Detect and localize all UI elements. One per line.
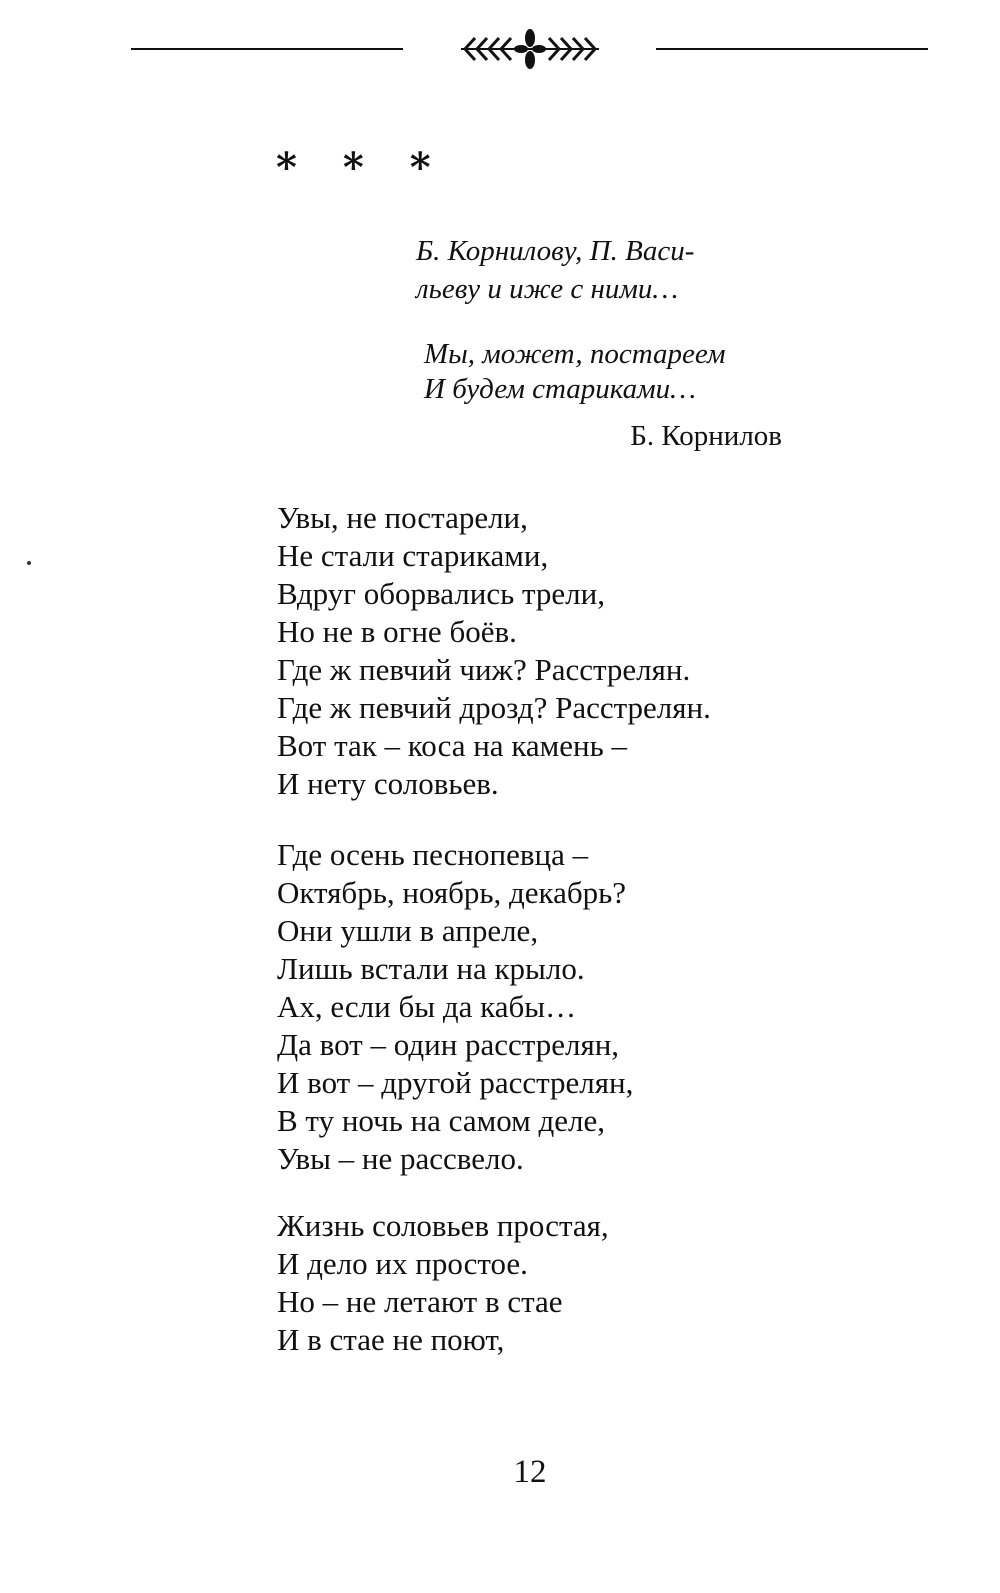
poem-line: И нету соловьев.	[277, 766, 499, 801]
poem-line: Лишь встали на крыло.	[277, 951, 585, 986]
epigraph	[424, 337, 784, 407]
section-marker: * * *	[276, 144, 447, 191]
poem-line: Октябрь, ноябрь, декабрь?	[277, 875, 627, 910]
header-rule-right	[656, 48, 928, 50]
poem-stanza	[277, 499, 711, 803]
poem-line: Где ж певчий чиж? Расстрелян.	[277, 652, 691, 687]
poem-stanza	[277, 1207, 609, 1359]
print-speck	[27, 561, 31, 565]
poem-line: Ах, если бы да кабы…	[277, 989, 577, 1024]
poem-line: Да вот – один расстрелян,	[277, 1027, 620, 1062]
poem-line: Но не в огне боёв.	[277, 614, 517, 649]
dedication	[416, 232, 786, 308]
poem-line: Увы, не постарели,	[277, 500, 528, 535]
poem-line: Вдруг оборвались трели,	[277, 576, 605, 611]
epigraph-line: И будем стариками…	[424, 373, 696, 405]
poem-line: И в стае не поют,	[277, 1322, 505, 1357]
poem-line: Вот так – коса на камень –	[277, 728, 628, 763]
poem-line: И вот – другой расстрелян,	[277, 1065, 634, 1100]
epigraph-author: Б. Корнилов	[630, 420, 782, 452]
poem-line: Но – не летают в стае	[277, 1284, 563, 1319]
poem-line: В ту ночь на самом деле,	[277, 1103, 605, 1138]
epigraph-line: Мы, может, постареем	[424, 338, 726, 370]
page-number: 12	[513, 1454, 547, 1490]
dedication-line: льеву и иже с ними…	[416, 273, 679, 305]
dedication-line: Б. Корнилову, П. Васи-	[416, 235, 695, 267]
poem-line: Не стали стариками,	[277, 538, 549, 573]
poem-line: Жизнь соловьев простая,	[277, 1208, 609, 1243]
poem-line: Они ушли в апреле,	[277, 913, 539, 948]
poem-line: Где ж певчий дрозд? Расстрелян.	[277, 690, 711, 725]
poem-line: Увы – не рассвело.	[277, 1141, 524, 1176]
poem-line: Где осень песнопевца –	[277, 837, 589, 872]
poem-stanza	[277, 836, 633, 1178]
vine-ornament-icon	[455, 26, 605, 72]
page-header	[0, 22, 1000, 72]
header-rule-left	[131, 48, 403, 50]
poem-line: И дело их простое.	[277, 1246, 528, 1281]
